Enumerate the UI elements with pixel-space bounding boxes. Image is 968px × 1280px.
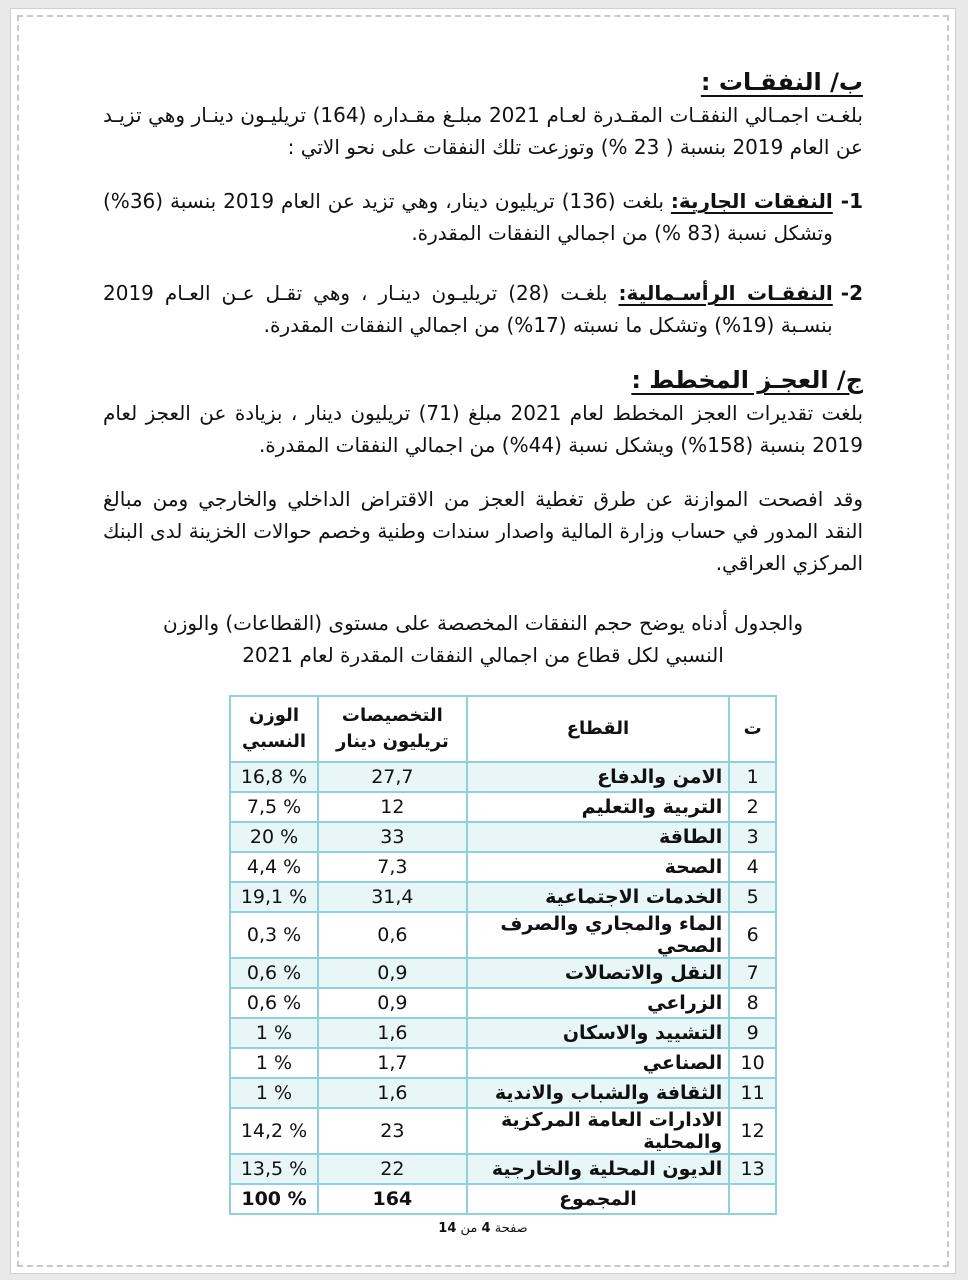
row-sector: النقل والاتصالات <box>467 958 730 988</box>
row-allocation: 12 <box>318 792 467 822</box>
header-allocation: التخصيصات تريليون دينار <box>318 696 467 762</box>
row-weight: 7,5 % <box>230 792 318 822</box>
item-number: 1- <box>840 189 863 213</box>
row-weight: 14,2 % <box>230 1108 318 1154</box>
sector-allocation-table <box>229 695 777 1215</box>
row-index: 9 <box>729 1018 776 1048</box>
row-sector: الامن والدفاع <box>467 762 730 792</box>
header-sector: القطاع <box>467 696 730 762</box>
expenses-intro: بلغـت اجمـالي النفقـات المقـدرة لعـام 2021 مبلـغ مقـداره (164) تريليـون دينـار وهي تزيـد عن العام 2019 بنسبة ( 23 %) وتوزعت تلك النفقات على نحو الاتي : <box>103 103 863 159</box>
row-weight: 0,3 % <box>230 912 318 958</box>
page-footer <box>11 1221 955 1236</box>
row-allocation: 1,6 <box>318 1078 467 1108</box>
row-allocation: 31,4 <box>318 882 467 912</box>
row-allocation: 23 <box>318 1108 467 1154</box>
table-total-row <box>230 1184 776 1214</box>
row-index: 8 <box>729 988 776 1018</box>
row-weight: 20 % <box>230 822 318 852</box>
table-row <box>230 882 776 912</box>
row-sector: التربية والتعليم <box>467 792 730 822</box>
row-index: 13 <box>729 1154 776 1184</box>
row-allocation: 27,7 <box>318 762 467 792</box>
total-weight: 100 % <box>230 1184 318 1214</box>
row-allocation: 0,9 <box>318 988 467 1018</box>
table-row <box>230 1108 776 1154</box>
row-weight: 13,5 % <box>230 1154 318 1184</box>
table-row <box>230 912 776 958</box>
header-index: ت <box>729 696 776 762</box>
row-index: 11 <box>729 1078 776 1108</box>
row-allocation: 0,9 <box>318 958 467 988</box>
total-allocation: 164 <box>318 1184 467 1214</box>
row-sector: الديون المحلية والخارجية <box>467 1154 730 1184</box>
row-index: 4 <box>729 852 776 882</box>
footer-page-label: صفحة <box>494 1221 528 1236</box>
table-row <box>230 822 776 852</box>
row-weight: 0,6 % <box>230 958 318 988</box>
row-weight: 19,1 % <box>230 882 318 912</box>
item-text: بلغـت (28) تريليـون دينـار ، وهي تقـل عـن العـام 2019 بنسـبة (19%) وتشكل ما نسبته (17%) من اجمالي النفقات المقدرة. <box>103 281 833 337</box>
row-index: 10 <box>729 1048 776 1078</box>
row-index: 3 <box>729 822 776 852</box>
row-index: 6 <box>729 912 776 958</box>
total-label: المجموع <box>467 1184 730 1214</box>
row-sector: الثقافة والشباب والاندية <box>467 1078 730 1108</box>
row-sector: الطاقة <box>467 822 730 852</box>
table-row <box>230 1154 776 1184</box>
row-allocation: 22 <box>318 1154 467 1184</box>
row-sector: الصناعي <box>467 1048 730 1078</box>
row-weight: 1 % <box>230 1078 318 1108</box>
expense-item-current <box>103 185 863 249</box>
deficit-paragraph-1: بلغت تقديرات العجز المخطط لعام 2021 مبلغ (71) تريليون دينار ، بزيادة عن العجز لعام 2019 بنسبة (158%) ويشكل نسبة (44%) من اجمالي النفقات المقدرة. <box>103 401 864 457</box>
row-sector: الخدمات الاجتماعية <box>467 882 730 912</box>
row-sector: الماء والمجاري والصرف الصحي <box>467 912 730 958</box>
row-allocation: 0,6 <box>318 912 467 958</box>
item-text: بلغت (136) تريليون دينار، وهي تزيد عن العام 2019 بنسبة (36%) وتشكل نسبة (83 %) من اجمالي النفقات المقدرة. <box>103 189 833 245</box>
header-weight: الوزن النسبي <box>230 696 318 762</box>
row-allocation: 1,6 <box>318 1018 467 1048</box>
footer-total-pages: 14 <box>438 1221 457 1236</box>
row-weight: 0,6 % <box>230 988 318 1018</box>
table-row <box>230 762 776 792</box>
row-index: 5 <box>729 882 776 912</box>
row-index: 12 <box>729 1108 776 1154</box>
row-weight: 1 % <box>230 1048 318 1078</box>
table-header-row <box>230 696 776 762</box>
table-row <box>230 958 776 988</box>
item-number: 2- <box>840 281 863 305</box>
row-sector: التشييد والاسكان <box>467 1018 730 1048</box>
row-sector: الصحة <box>467 852 730 882</box>
table-row <box>230 1018 776 1048</box>
table-row <box>230 1048 776 1078</box>
row-index: 2 <box>729 792 776 822</box>
table-row <box>230 988 776 1018</box>
expenses-heading: ب/ النفقـات : <box>700 68 863 96</box>
row-allocation: 1,7 <box>318 1048 467 1078</box>
row-weight: 4,4 % <box>230 852 318 882</box>
document-page <box>10 8 956 1274</box>
expense-item-capital <box>103 277 863 341</box>
row-index: 7 <box>729 958 776 988</box>
row-index: 1 <box>729 762 776 792</box>
row-sector: الادارات العامة المركزية والمحلية <box>467 1108 730 1154</box>
table-row <box>230 792 776 822</box>
row-allocation: 7,3 <box>318 852 467 882</box>
row-weight: 1 % <box>230 1018 318 1048</box>
row-weight: 16,8 % <box>230 762 318 792</box>
footer-page-number: 4 <box>481 1221 491 1236</box>
footer-of-label: من <box>460 1221 478 1236</box>
table-intro: والجدول أدناه يوضح حجم النفقات المخصصة على مستوى (القطاعات) والوزن النسبي لكل قطاع من اجمالي النفقات المقدرة لعام 2021 <box>163 611 803 667</box>
page-content <box>103 65 863 671</box>
deficit-paragraph-2: وقد افصحت الموازنة عن طرق تغطية العجز من الاقتراض الداخلي والخارجي ومن مبالغ النقد المدور في حساب وزارة المالية واصدار سندات وطنية وخصم حوالات الخزينة لدى البنك المركزي العراقي. <box>103 487 863 575</box>
item-label: النفقـات الرأسـمالية: <box>618 281 833 305</box>
deficit-heading: ج/ العجـز المخطط : <box>631 366 863 394</box>
item-label: النفقات الجارية: <box>670 189 833 213</box>
row-allocation: 33 <box>318 822 467 852</box>
table-row <box>230 1078 776 1108</box>
table-row <box>230 852 776 882</box>
row-sector: الزراعي <box>467 988 730 1018</box>
